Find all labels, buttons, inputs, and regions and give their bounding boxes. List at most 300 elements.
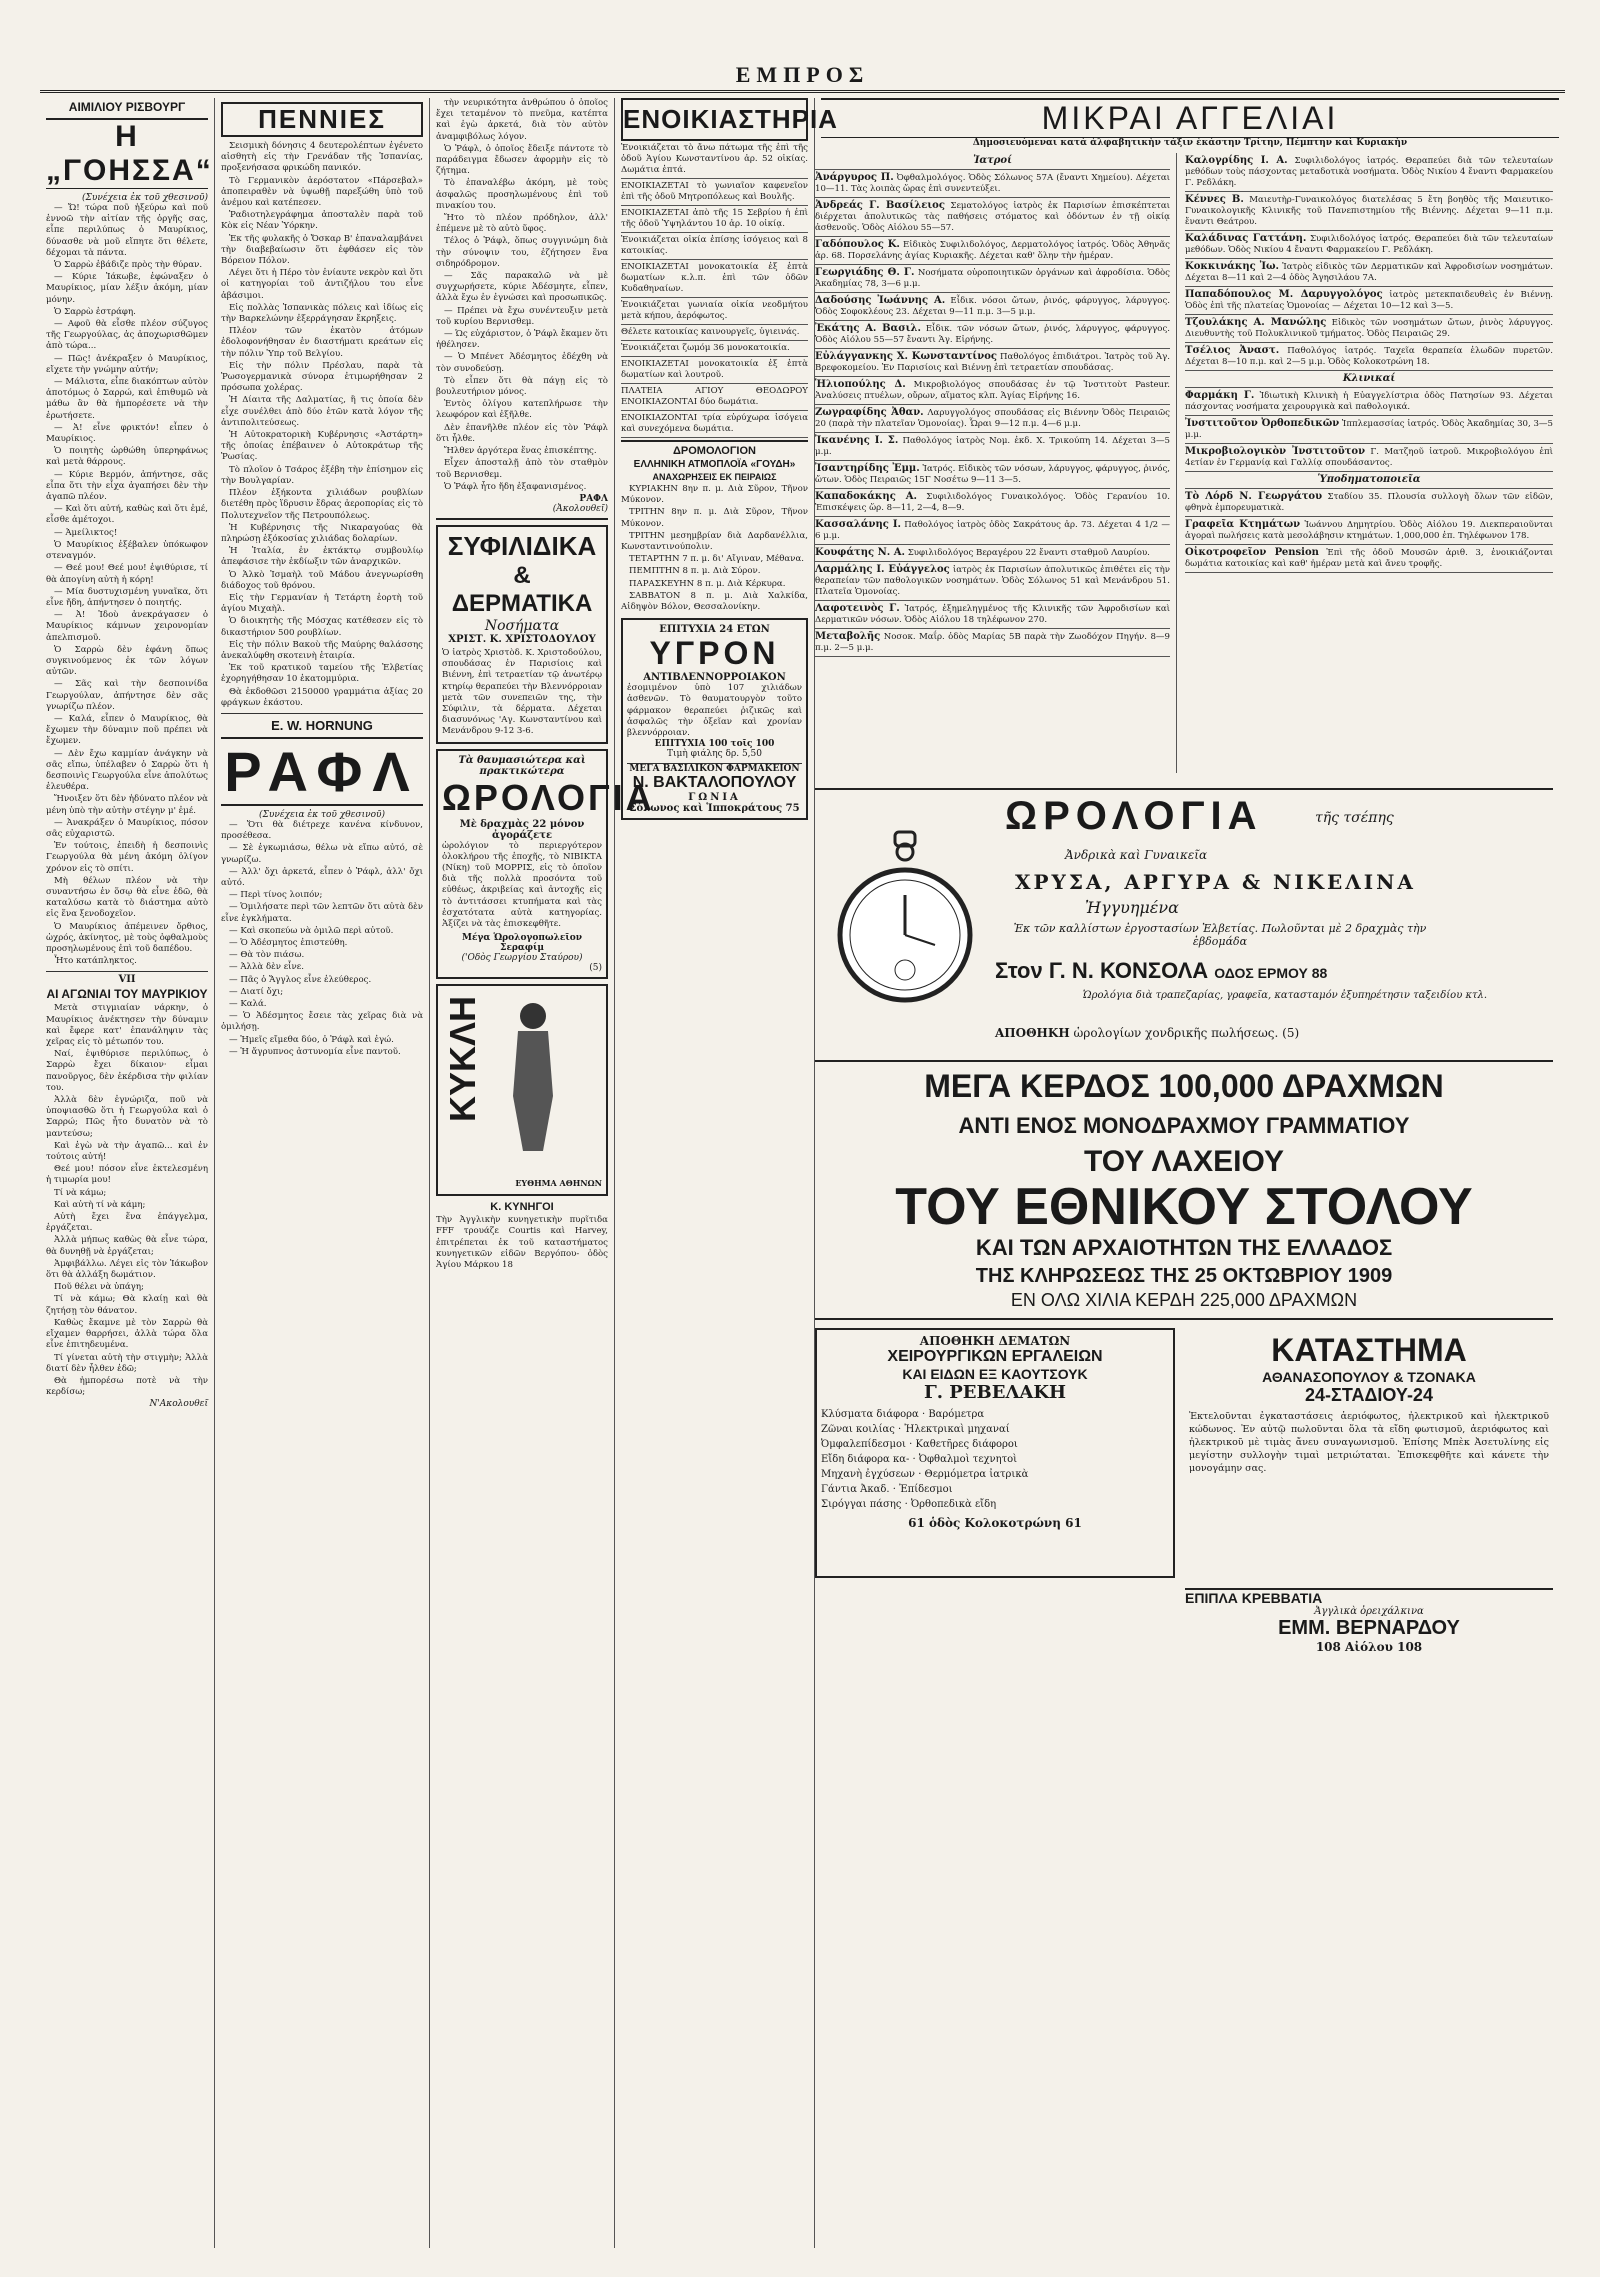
paragraph: τὴν νευρικότητα ἀνθρώπου ὁ ὁποῖος ἔχει τεταμένον τὸ πνεῦμα, κατέπτα καὶ ἐγὼ ἀρκετά, διὰ τὸν αὐτὸν ἀναμφιβόλως λόγον. bbox=[436, 98, 608, 142]
paragraph: — Αφοῦ θὰ εἶσθε πλέον σύζυγος τῆς Γεωργούλας, ἀς ἀποχωρισθῶμεν ἀπὸ τώρα... bbox=[46, 319, 208, 352]
classified-item bbox=[1185, 517, 1553, 545]
surg-item: Γάντια Ἀκαδ. · Ἐπίδεσμοι bbox=[821, 1484, 953, 1495]
classified-name: Γραφεῖα Κτημάτων bbox=[1185, 519, 1301, 530]
classified-name: Λαρμάλης Ι. Εὐάγγελος bbox=[815, 564, 950, 575]
itinerary-line: ΤΕΤΑΡΤΗΝ 7 π. μ. δι' Αἴγιναν, Μέθανα. bbox=[629, 554, 804, 565]
paragraph: — Ὁ Μπένετ Ἀδέσμητος ἐδέχθη νὰ τὸν συνοδεύσῃ. bbox=[436, 352, 608, 374]
news-item: Θὰ ἐκδοθῶσι 2150000 γραμμάτια ἀξίας 20 φράγκων ἑκάστου. bbox=[221, 686, 423, 708]
horo-store-prefix: Στον bbox=[995, 958, 1043, 983]
classified-text: Λαρυγγολόγος σπουδάσας εἰς Βιέννην Ὁδὸς Πειραιῶς 20 (παρὰ τὴν πλατεῖαν Ὁμονοίας). Ὧραι 9—12 π.μ. 4—6 μ.μ. bbox=[815, 408, 1170, 429]
syph-doctor: ΧΡΙΣΤ. Κ. ΧΡΙΣΤΟΔΟΥΛΟΥ bbox=[448, 633, 596, 645]
news-item: Ἡ Δίαιτα τῆς Δαλματίας, ἣ τις ὁποία δὲν εἶχε συνέλθει ἀπὸ δύο ἐτῶν κατὰ λόγον τῆς ἀντιπολιτεύσεως. bbox=[221, 395, 423, 428]
classified-name: Ζωγραφίδης Ἀθαν. bbox=[815, 407, 924, 418]
classified-item bbox=[815, 198, 1170, 237]
store-title: ΚΑΤΑΣΤΗΜΑ bbox=[1271, 1332, 1467, 1368]
classified-item bbox=[1185, 371, 1553, 388]
story-continued bbox=[436, 98, 608, 493]
classified-name: Ἰκανένης Ι. Σ. bbox=[815, 435, 899, 446]
classified-item bbox=[815, 237, 1170, 265]
rental-item: ΕΝΟΙΚΙΑΖΕΤΑΙ μονοκατοικία ἐξ ἑπτὰ δωματίων καὶ λουτροῦ. bbox=[621, 357, 808, 384]
news-item: Πλέον ἑξήκοντα χιλιάδων ρουβλίων διετέθη πρὸς ἵδρυσιν ἔδρας ἀεροπορίας εἰς τὸ Πολυτεχνεῖον τῆς Πετρουπόλεως. bbox=[221, 488, 423, 521]
bed-sub: Ἀγγλικὰ ὀρειχάλκινα bbox=[1314, 1606, 1424, 1617]
paragraph: — Μάλιστα, εἶπε διακόπτων αὐτὸν ἀποτόμως ὁ Σαρρώ, καὶ ἐπιθυμῶ νὰ μάθω ἂν θὰ ἠμπορέσετε νὰ τὴν ἐρωτήσετε. bbox=[46, 377, 208, 421]
surg-item: Εἴδη διάφορα κα- · Ὀφθαλμοὶ τεχνητοὶ bbox=[821, 1454, 1018, 1465]
horo-sub: Ἀνδρικὰ καὶ Γυναικεῖα bbox=[1065, 848, 1208, 862]
news-item: Εἰς τὴν πόλιν Βακοὺ τῆς Μαύρης θαλάσσης ἀνεκαλύφθη σκοτεινὴ ἑταιρία. bbox=[221, 639, 423, 661]
classified-text: Μαιευτὴρ-Γυναικολόγος διατελέσας 5 ἔτη βοηθὸς τῆς Μαιευτικο-Γυναικολογικῆς Κλινικῆς τοῦ Πανεπιστημίου τῆς Βιέννης. Δέχεται 9—11 π.μ. ἔναντι Θεάτρου. bbox=[1185, 195, 1554, 227]
rental-item: Ἐνοικιάζεται γωνιαία οἰκία νεοδμήτου μετὰ κήπου, ἀερόφωτος. bbox=[621, 298, 808, 325]
classified-item bbox=[815, 433, 1170, 461]
classified-text: Συφιλιδολόγος Γυναικολόγος. Ὁδὸς Γερανίου 10. Ἐπισκέψεις ὥρ. 8—11, 2—4, 8—9. bbox=[815, 492, 1170, 513]
lottery-line-6: ΤΗΣ ΚΛΗΡΩΣΕΩΣ ΤΗΣ 25 ΟΚΤΩΒΡΙΟΥ 1909 bbox=[975, 1265, 1393, 1287]
itinerary-line: ΚΥΡΙΑΚΗΝ 8ην π. μ. Διὰ Σῦρον, Τῆνον Μύκονον. bbox=[621, 484, 808, 506]
bed-address: 108 Αἰόλου 108 bbox=[1315, 1640, 1423, 1654]
paragraph: — Θεέ μου! Θεέ μου! ἐψιθύρισε, τί θὰ ἀπογίνη αὐτὴ ἡ κόρη! bbox=[46, 563, 208, 585]
classified-item bbox=[815, 405, 1170, 433]
classified-text: Γ. Ματζηοῦ ἰατροῦ. Μικροβιολόγου ἐπὶ 4ετίαν ἐν Γερμανίᾳ καὶ Γαλλίᾳ σπουδάσαντος. bbox=[1185, 447, 1554, 468]
paragraph: Ἐν τούτοις, ἐπειδὴ ἡ δεσποινὶς Γεωργούλα θὰ μένη ἀκόμη ὀλίγον χρόνον εἰς τὸ σπίτι. bbox=[46, 841, 208, 874]
paragraph: — Θὰ τὸν πιάσω. bbox=[229, 950, 305, 961]
rental-item: ΕΝΟΙΚΙΑΖΕΤΑΙ ἀπὸ τῆς 15 Σεβρίου ἡ ἐπὶ τῆς ὁδοῦ Ὑψηλάντου 10 ἀρ. 10 οἰκίᾳ. bbox=[621, 206, 808, 233]
classifieds-grid bbox=[815, 153, 1553, 773]
pharmacy-corner: ΓΩΝΙΑ bbox=[688, 792, 741, 804]
paragraph: Μετὰ στιγμιαίαν νάρκην, ὁ Μαυρίκιος ἀνέκτησεν τὴν δύναμιν καὶ ἔφερε κατ' ἐπανάληψιν τὰς χεῖρας εἰς τὸ μέτωπόν του. bbox=[46, 1003, 208, 1048]
ygron-head: ΕΠΙΤΥΧΙΑ 24 ΕΤΩΝ bbox=[659, 624, 770, 636]
serial-continues: Ν'Ακολουθεῖ bbox=[149, 1399, 208, 1410]
classified-text: Παθολόγος ἰατρός. Ταχεῖα θεραπεία ἑλωδῶν πυρετῶν. Δέχεται 8—10 π.μ. καὶ 2—5 μ.μ. Ὁδὸς Κολοκοτρώνη 18. bbox=[1185, 346, 1553, 367]
lottery-line-3: ΤΟΥ ΛΑΧΕΙΟΥ bbox=[1083, 1145, 1285, 1178]
classified-item bbox=[1185, 489, 1553, 517]
paragraph: — Καὶ σκοπεύω νὰ ὁμιλῶ περὶ αὐτοῦ. bbox=[229, 925, 394, 936]
ad-lottery bbox=[815, 1068, 1553, 1320]
paragraph: Αὐτὴ ἔχει ἕνα ἐπάγγελμα, ἐργάζεται. bbox=[46, 1212, 208, 1234]
classified-item bbox=[1185, 315, 1553, 343]
classified-item bbox=[1185, 192, 1553, 231]
paragraph: Ὁ Ῥάφλ ἦτο ἤδη ἐξαφανισμένος. bbox=[444, 481, 587, 492]
paragraph: — Ἡμεῖς εἴμεθα δύο, ὁ Ῥάφλ καὶ ἐγώ. bbox=[229, 1034, 394, 1045]
paragraph: — Σᾶς παρακαλῶ νὰ μὲ συγχωρήσετε, κύριε Ἀδέσμητε, εἶπεν, ἀλλὰ ἔχω ἐν ἐγνώσει καὶ προσωπικῶς. bbox=[436, 271, 608, 304]
classified-name: Τὸ Λόρδ Ν. Γεωργάτου bbox=[1185, 491, 1323, 502]
classified-name: Κασσαλάνης Ι. bbox=[815, 519, 902, 530]
chapter-number: VII bbox=[46, 971, 208, 985]
watch-text: ὡρολόγιον τὸ περιεργότερον ὁλοκλήρου τῆς ἐποχῆς, τὸ ΝΙΒΙΚΤΑ (Νίκη) τοῦ ΜΟΡΡΙΣ, εἰς τὸ ὁποῖον διὰ τῆς πολλὰ προσόντα τοῦ εὐθέως, ἀκριβείας καὶ ἀντοχῆς εἰς τὸ ἀντιτάσσει κτυπήματα καὶ τὰς ἐσχατότατα αὐτὰ κατηγορίας. Ἀξίζει νὰ τὰς ἐπισκεφθῆτε. bbox=[442, 840, 602, 929]
itinerary-company: ΕΛΛΗΝΙΚΗ ΑΤΜΟΠΛΟΪΑ «ΓΟΥΔΗ» bbox=[633, 459, 796, 470]
classifieds-subtitle: Δημοσιευόμεναι κατὰ ἀλφαβητικὴν τάξιν ἑκάστην Τρίτην, Πέμπτην καὶ Κυριακὴν bbox=[972, 138, 1408, 148]
paragraph: — Καὶ ὅτι αὐτή, καθὼς καὶ ὅτι ἐμέ, εἶσθε ἀμέτοχοι. bbox=[46, 504, 208, 526]
classified-item bbox=[1185, 472, 1553, 489]
ygron-bottle: Τιμὴ φιάλης δρ. 5,50 bbox=[666, 749, 762, 760]
classified-item bbox=[815, 170, 1170, 198]
paragraph: Ἀλλὰ μήπως καθὼς θὰ εἶνε τώρα, θὰ δυνηθῇ νὰ ἐργάζεται; bbox=[46, 1235, 208, 1257]
watch-address-2: ('Οδὸς Γεωργίου Σταύρου) bbox=[461, 953, 583, 964]
figure-illustration bbox=[498, 996, 568, 1156]
classified-name: Παπαδόπουλος Μ. Δαρυγγολόγος bbox=[1185, 289, 1383, 300]
ad-beds bbox=[1185, 1588, 1553, 1670]
classified-name: Γαδόπουλος Κ. bbox=[815, 239, 900, 250]
classified-name: Κουφάτης Ν. Α. bbox=[815, 547, 905, 558]
paragraph: — Διατί ὄχι; bbox=[229, 986, 284, 997]
surg-item: Κλύσματα διάφορα · Βαρόμετρα bbox=[821, 1409, 985, 1420]
classified-name: Ἀνδρεάς Γ. Βασίλειος bbox=[815, 200, 945, 211]
horo-depot-text: ὡρολογίων χονδρικῆς πωλήσεως. (5) bbox=[1073, 1026, 1300, 1040]
classified-item bbox=[1185, 287, 1553, 315]
paragraph: Ὁ Μαυρίκιος ἐξέβαλεν ὑπόκωφον στεναγμόν. bbox=[46, 539, 208, 562]
story-signature: ΡΑΦΛ bbox=[579, 493, 608, 504]
classified-text: ἰατρὸς ἐκ Παρισίων ἀπολυτικῶς ἐπιθέτει εἰς τὴν θεραπείαν τῶν παθολογικῶν νοσημάτων. Ὁδὸς Σόλωνος 51 καὶ Μενάνδρου 51. Πλατεῖα Ὁμονοίας. bbox=[815, 565, 1171, 597]
lottery-line-4: ΤΟΥ ΕΘΝΙΚΟΥ ΣΤΟΛΟΥ bbox=[895, 1178, 1473, 1236]
classified-name: Καλάδινας Γαττάνη. bbox=[1185, 233, 1307, 244]
classified-text: Συφιλιδολόγος ἰατρός. Θεραπεύει διὰ τῶν τελευταίων μεθόδων τοὺς πάσχοντας μεταδοτικὰ νοσήματα. Ὁδὸς Νικίου 4 ἔναντι Φαρμακείου Γ. Ρεδλάκη. bbox=[1185, 156, 1553, 188]
itinerary-line: ΣΑΒΒΑΤΟΝ 8 π. μ. Διὰ Χαλκίδα, Αἰδηψὸν Βόλον, Θεσσαλονίκην. bbox=[621, 590, 808, 613]
story-subtitle: (Συνέχεια ἐκ τοῦ χθεσινοῦ) bbox=[259, 809, 385, 820]
paragraph: Ὁ ποιητὴς ὠρθώθη ὑπερηφάνως καὶ μετὰ θάρρους. bbox=[46, 446, 208, 468]
watch-tag: (5) bbox=[589, 963, 602, 974]
paragraph: Τέλος ὁ Ῥάφλ, ὅπως συγγινώμη διὰ τὴν σύνοψιν του, ἐζήτησεν ἕνα σιδηρόδρομον. bbox=[436, 236, 608, 269]
classified-name: Δαδούσης Ἰωάννης Α. bbox=[815, 295, 946, 306]
watch-price: Μὲ δραχμὰς 22 μόνον ἀγοράζετε bbox=[459, 818, 585, 841]
ad-store bbox=[1185, 1328, 1553, 1578]
story-body bbox=[221, 820, 423, 1058]
rental-item: ΕΝΟΙΚΙΑΖΟΝΤΑΙ τρία εὐρύχωρα ἰσόγεια καὶ συνεχόμενα δωμάτια. bbox=[621, 411, 808, 438]
pharmacy-address: Σόλωνος καὶ Ἱπποκράτους 75 bbox=[629, 803, 800, 815]
paragraph: — Κύριε Βερμόν, ἀπήντησε, σᾶς εἶπα ὅτι τὴν εἶχα ἀγαπήσει δὲν τὴν ἀγαπῶ πλέον. bbox=[46, 469, 208, 503]
news-item: Εἰς τὴν πόλιν Πρέσλαυ, παρὰ τὰ Ῥωσογερμανικὰ σύνορα ἐτιμωρήθησαν 2 πρόσωπα χολέρας. bbox=[221, 360, 423, 394]
classified-item bbox=[1185, 388, 1553, 416]
paragraph: Ἦτο κατάπληκτος. bbox=[54, 956, 137, 967]
horo-depot bbox=[995, 1026, 1299, 1040]
classified-text: Ἰδιωτικὴ Κλινικὴ ἡ Εὐαγγελίστρια ὁδὸς Πατησίων 93. Δέχεται πάσχοντας νοσήματα χειρουργικὰ καὶ παθολογικά. bbox=[1185, 391, 1553, 412]
paragraph: — Πῶς! ἀνέκραξεν ὁ Μαυρίκιος, εἴχετε τὴν γνώμην αὐτήν; bbox=[46, 353, 208, 375]
paragraph: — Καλά, εἶπεν ὁ Μαυρίκιος, θὰ ἔχωμεν τὴν δύναμιν ποῦ πρέπει νὰ ἔχωμεν. bbox=[46, 713, 208, 747]
kyki-title: ΚΥΚΛΗ bbox=[442, 996, 483, 1123]
surg-address: 61 ὁδὸς Κολοκοτρώνη 61 bbox=[908, 1516, 1082, 1530]
classified-name: Μεταβολῆς bbox=[815, 631, 881, 642]
paragraph: Ἀλλὰ δὲν ἐγνώριζα, ποῦ νὰ ὑποψιασθῶ ὅτι ἡ Γεωργούλα καὶ ὁ Σαρρώ; Πῶς ἦτο δυνατὸν νὰ τὸ μαντεύσω; bbox=[46, 1095, 208, 1139]
classified-item bbox=[1185, 259, 1553, 287]
classified-name: Καπαδοκάκης Α. bbox=[815, 491, 918, 502]
paragraph: Δὲν ἐπανῆλθε πλέον εἰς τὸν Ῥάφλ ὅτι ἦλθε. bbox=[436, 422, 608, 444]
hunters-title: Κ. ΚΥΝΗΓΟΙ bbox=[490, 1201, 554, 1214]
paragraph: — Δὲν ἔχω καμμίαν ἀνάγκην νὰ σᾶς εἴπω, ὑπέλαβεν ὁ Σαρρὼ ὅτι ἡ δεσποινὶς Γεωργούλα εἶνε ἀπολύτως ἐλευθέρα. bbox=[46, 748, 208, 793]
paragraph: — Καλά. bbox=[229, 999, 267, 1009]
classified-item bbox=[1185, 343, 1553, 371]
paragraph: — Κύριε Ἰάκωβε, ἐφώναξεν ὁ Μαυρίκιος, μίαν λέξιν ἀκόμη, μίαν μόνην. bbox=[46, 272, 208, 305]
rental-item: ΕΝΟΙΚΙΑΖΕΤΑΙ μονοκατοικία ἐξ ἑπτὰ δωματίων κ.λ.π. ἐπὶ τῶν ὁδῶν Κυδαθηναίων. bbox=[621, 260, 808, 298]
paragraph: Τί νὰ κάμω; Θὰ κλαίῃ καὶ θὰ ζητήσῃ τὸν θάνατον. bbox=[46, 1294, 208, 1316]
paragraph: Ποῦ θέλει νὰ ὑπάγη; bbox=[54, 1282, 144, 1293]
horo-title-2: τῆς τσέπης bbox=[1315, 810, 1394, 826]
classified-text: Εἶδικ. νόσοι ὤτων, ῥινός, φάρυγγος, λάρυγγος. Ὁδὸς Σοφοκλέους 23. Δέχεται 9—11 π.μ. 3—5 μ.μ. bbox=[815, 296, 1170, 317]
classified-text: Μικροβιολόγος σπουδάσας ἐν τῷ Ἰνστιτοὺτ Pasteur. Ἀναλύσεις πτυέλων, οὔρων, αἵματος κλπ. Ἁγίας Εἰρήνης 16. bbox=[815, 380, 1170, 401]
classified-text: Παθολόγος ἰατρὸς ὁδὸς Σακράτους ἀρ. 73. Δέχεται 4 1/2 — 6 μ.μ. bbox=[815, 520, 1170, 541]
horo-street: ΟΔΟΣ ΕΡΜΟΥ 88 bbox=[1214, 965, 1328, 981]
classified-item bbox=[815, 321, 1170, 349]
classified-name: Καλογρίδης Ι. Α. bbox=[1185, 155, 1288, 166]
paragraph: — Ἀμείλικτος! bbox=[54, 527, 118, 538]
paragraph: Θεέ μου! πόσον εἶνε ἐκτελεσμένη ἡ τιμωρία μου! bbox=[46, 1164, 208, 1186]
horo-store-name: Γ. Ν. ΚΟΝΣΟΛΑ bbox=[1048, 958, 1209, 983]
itinerary-title: ΔΡΟΜΟΛΟΓΙΟΝ bbox=[621, 440, 808, 457]
paragraph: Τὸ εἶπεν ὅτι θὰ πάγῃ εἰς τὸ βουλευτήριον μόνος. bbox=[436, 375, 608, 398]
news-item: Εἰς τὴν Γερμανίαν ἡ Τετάρτη ἑορτὴ τοῦ ἁγίου Μιχαὴλ. bbox=[221, 592, 423, 615]
classified-text: Ἱππλεμασσίας ἰατρός. Ὁδὸς Ἀκαδημίας 30, 3—5 μ.μ. bbox=[1185, 419, 1553, 440]
surg-items bbox=[821, 1407, 1169, 1512]
column-classifieds bbox=[815, 98, 1565, 2248]
classified-text: ἰατρὸς μετεκπαιδευθεὶς ἐν Βιέννῃ. Ὁδὸς ἐπὶ τῆς πλατείας Ὁμονοίας — Δέχεται 10—12 καὶ 3—5. bbox=[1185, 290, 1553, 311]
classified-name: Κοκκινάκης Ἰω. bbox=[1185, 261, 1279, 272]
classified-name: Ἀνάργυρος Π. bbox=[815, 172, 894, 183]
classified-name: Ἰσαντηρίδης Ἐμμ. bbox=[815, 463, 920, 474]
news-item: Τὸ πλοῖον ὁ Τσάρος ἐξέβη τὴν ἐπίσημον εἰς τὴν Βουλγαρίαν. bbox=[221, 464, 423, 486]
paragraph: — Πᾶς ὁ Ἄγγλος εἶνε ἐλεύθερος. bbox=[229, 974, 372, 985]
classified-item bbox=[815, 629, 1170, 657]
column-rentals bbox=[615, 98, 838, 2248]
classified-item bbox=[815, 461, 1170, 489]
classified-item bbox=[815, 489, 1170, 517]
story-title: ΡΑΦΛ bbox=[221, 737, 423, 806]
rental-item: ΕΝΟΙΚΙΑΖΕΤΑΙ τὸ γωνιαῖον καφενεῖον ἐπὶ τῆς ὁδοῦ Μητροπόλεως καὶ Βουλῆς. bbox=[621, 179, 808, 206]
rentals-list bbox=[621, 141, 808, 438]
classified-name: Εὐλάγγανκης Χ. Κωνσταντίνος bbox=[815, 351, 997, 362]
classified-text: Νοσοκ. Μαΐρ. ὁδὸς Μαρίας 5Β παρὰ τὴν Ζωοδόχον Πηγήν. 8—9 π.μ. 2—5 μ.μ. bbox=[815, 632, 1170, 653]
ygron-success: ΕΠΙΤΥΧΙΑ 100 τοῖς 100 bbox=[654, 739, 775, 750]
classified-text: Εἶδικ. τῶν νόσων ὤτων, ῥινός, λάρυγγος, φάρυγγος. Ὁδὸς Αἰόλου 55—57 ἔναντι Ἁγ. Εἰρήνης. bbox=[815, 324, 1170, 345]
paragraph: — Ὤ! τώρα ποῦ ἠξεύρω καὶ ποῦ ἐννοῶ τὴν αἰτίαν τῆς ὀργῆς σας, εἶπε περιλύπως ὁ Μαυρίκιος, δύνασθε νὰ μοῦ εἴπητε ὅτι θέλετε, δέχομαι τὰ πάντα. bbox=[46, 203, 208, 258]
classified-item bbox=[815, 153, 1170, 170]
horo-text: Ἐκ τῶν καλλίστων ἐργοστασίων Ἑλβετίας. Πωλοῦνται μὲ 2 δραχμὰς τὴν ἑβδομάδα bbox=[1013, 922, 1427, 948]
classified-item bbox=[1185, 545, 1553, 573]
story-follows: (Ἀκολουθεῖ) bbox=[552, 503, 608, 514]
classified-text: Ἰατρὸς εἰδικὸς τῶν Δερματικῶν καὶ Ἀφροδισίων νοσημάτων. Δέχεται 8—11 καὶ 2—4 ὁδὸς Ἀγησιλάου 7Α. bbox=[1185, 262, 1554, 283]
classified-item bbox=[815, 517, 1170, 545]
classifieds-left bbox=[815, 153, 1177, 773]
syph-text: Ὁ ἰατρὸς Χριστὸδ. Κ. Χριστοδούλου, σπουδάσας ἐν Παρισίοις καὶ Βιέννη, ἐπὶ τετραετίαν τῷ ἀνωτέρῳ κτηρίῳ θεραπεύει τὴν Βλεννόρροιαν μετὰ τῶν συνεπειῶν της, τὴν Σύφιλιν, τὰ δέρματα. Δέχεται διασυνόνως 'Αγ. Κωνσταντίνου καὶ Μενάνδρου 9-12 3-6. bbox=[442, 647, 602, 737]
classifieds-title: ΜΙΚΡΑΙ ΑΓΓΕΛΙΑΙ bbox=[821, 98, 1559, 138]
classified-text: Σταδίου 35. Πλουσία συλλογὴ ὅλων τῶν εἰδῶν, φθηνὰ ἐμπορευματικὰ. bbox=[1185, 492, 1553, 513]
classified-text: Παθολόγος ἰατρὸς Νομ. ἐκδ. Χ. Τρικούπη 14. Δέχεται 3—5 μ.μ. bbox=[815, 436, 1170, 457]
itinerary-line: ΤΡΙΤΗΝ μεσημβρίαν διὰ Δαρδανέλλια, Κωνσταντινούπολιν. bbox=[621, 530, 808, 553]
ad-surgical bbox=[815, 1328, 1175, 1578]
paragraph: — Ἀνακράξεν ὁ Μαυρίκιος, πόσον σᾶς εὐχαριστῶ. bbox=[46, 817, 208, 839]
classified-text: Εἰδικὸς τῶν νοσημάτων ὤτων, ῥινὸς λάρυγγος. Διευθυντὴς τοῦ Πολυκλινικοῦ τμήματος. Ὁδὸς Πειραιῶς 29. bbox=[1185, 318, 1553, 339]
ygron-title: ΥΓΡΟΝ bbox=[649, 635, 780, 672]
surg-item: Μηχανὴ ἐγχύσεων · Θερμόμετρα ἰατρικὰ bbox=[821, 1469, 1029, 1480]
classified-text: Νοσήματα οὐροποιητικῶν ὀργάνων καὶ ἀφροδίσια. Ὁδὸς Ἀκαδημίας 78, 3—6 μ.μ. bbox=[815, 268, 1170, 289]
lottery-line-7: ΕΝ ΟΛΩ ΧΙΛΙΑ ΚΕΡΔΗ 225,000 ΔΡΑΧΜΩΝ bbox=[1010, 1290, 1358, 1310]
paragraph: Ἤνοιξεν ὅτι δὲν ἠδύνατο πλέον νὰ μένη ὑπὸ τὴν αὐτὴν στέγην μ' ἐμέ. bbox=[46, 794, 208, 816]
bed-name: ΕΜΜ. ΒΕΡΝΑΡΔΟΥ bbox=[1278, 1617, 1460, 1639]
news-item: Ῥαδιοτηλεγράφημα ἀποσταλὲν παρὰ τοῦ Κὸκ εἰς Νέαν Ὑόρκην. bbox=[221, 210, 423, 232]
classified-text: Παθολόγος ἐπιδιάτροι. Ἰατρὸς τοῦ Ἀγ. Βρεφοκομείου. Ἐν Παρισίοις καὶ Βιέννῃ ἐπὶ τετραετίαν σπουδάσας. bbox=[815, 352, 1170, 373]
itinerary-line: ΠΑΡΑΣΚΕΥΗΝ 8 π. μ. Διὰ Κέρκυρα. bbox=[629, 578, 786, 589]
classified-name: Φαρμάκη Γ. bbox=[1185, 390, 1255, 401]
news-item: Ἡ Ἰταλία, ἐν ἐκτάκτῳ συμβουλίῳ ἀπεφάσισε τὴν ἐκδίωξιν τῶν ἀναρχικῶν. bbox=[221, 546, 423, 568]
pharmacy-name: Ν. ΒΑΚΤΑΛΟΠΟΥΛΟΥ bbox=[632, 774, 797, 792]
paragraph: — Ὅτι θὰ διέτρεχε κανένα κίνδυνον, προσέθεσα. bbox=[221, 819, 423, 842]
classified-item bbox=[1185, 416, 1553, 444]
classified-item bbox=[1185, 444, 1553, 472]
paragraph: Ὁ Σαρρὼ ἐστράφη. bbox=[54, 306, 136, 317]
classified-name: Ἡλιοπούλης Δ. bbox=[815, 379, 906, 390]
paragraph: — Περὶ τίνος λοιπόν; bbox=[229, 890, 323, 901]
classified-item bbox=[815, 377, 1170, 405]
column-news bbox=[215, 98, 430, 2248]
masthead-title: ΕΜΠΡΟΣ bbox=[735, 62, 870, 87]
news-item: Ἐκ τοῦ κρατικοῦ ταμείου τῆς Ἑλβετίας ἐχορηγήθησαν 10 ἑκατομμύρια. bbox=[221, 663, 423, 685]
classified-text: Ἰατρός, ἐξημεληγμένος τῆς Κλινικῆς τῶν Ἀφροδισίων καὶ Δερματικῶν νόσων. Ὁδὸς Αἰόλου 18 τηλέφωνον 270. bbox=[815, 604, 1170, 625]
rental-item: Ἐνοικιάζεται ζωμόμ 36 μονοκατοικία. bbox=[621, 341, 808, 357]
rental-item: Θέλετε κατοικίας καινουργεῖς, ὑγιεινάς. bbox=[621, 325, 808, 341]
serial-title: Η „ΓΟΗΣΣΑ“ bbox=[46, 120, 213, 187]
itinerary-line: ΠΕΜΠΤΗΝ 8 π. μ. Διὰ Σύρον. bbox=[629, 566, 761, 577]
paragraph: Ναί, ἐψιθύρισε περιλύπως, ὁ Σαρρὼ ἔχει δίκαιον· εἶμαι πανοῦργος, δὲν ἐκέρδισα τὴν φιλίαν του. bbox=[46, 1049, 208, 1093]
paragraph: Εἶχεν ἀποσταλῇ ἀπὸ τὸν σταθμὸν τοῦ Βερνισθεμ. bbox=[436, 458, 608, 480]
classified-item bbox=[815, 545, 1170, 562]
classified-name: Τσέλιος Ἀναστ. bbox=[1185, 345, 1280, 356]
news-item: Τὸ Γερμανικὸν ἀερόστατον «Πάρσεβαλ» ἀποπειραθὲν νὰ ὑψωθῇ παρεξώθη ὑπὸ τοῦ ἀνέμου καὶ κατέπεσεν. bbox=[221, 175, 423, 209]
chapter-title: ΑΙ ΑΓΩΝΙΑΙ ΤΟΥ ΜΑΥΡΙΚΙΟΥ bbox=[46, 987, 208, 1002]
ad-watches bbox=[436, 749, 655, 980]
pocket-watch-icon bbox=[835, 830, 975, 1020]
column-serial-goissa bbox=[40, 98, 215, 2248]
classified-item bbox=[815, 293, 1170, 321]
paragraph: Ὁ Μαυρίκιος ἀπέμεινεν ὄρθιος, ὠχρός, ἀκίνητος, μὲ τοὺς ὀφθαλμοὺς προσηλωμένους ἐπὶ τοῦ δαπέδου. bbox=[46, 921, 208, 954]
paragraph: — Ἀλλ' ὄχι ἀρκετά, εἶπεν ὁ Ῥάφλ, ἀλλ' ὄχι αὐτό. bbox=[221, 866, 423, 888]
classified-item bbox=[815, 562, 1170, 601]
watch-head: Τὰ θαυμασιώτερα καὶ πρακτικώτερα bbox=[458, 754, 586, 777]
classified-text: Συφιλιδολόγος ἰατρός. Θεραπεύει διὰ τῶν τελευταίων μεθόδων. Ὁδὸς Νικίου 4 ἔναντι Φαρμακείου Γ. Ρεδλάκη. bbox=[1185, 234, 1553, 255]
paragraph: Ἤτο τὸ πλέον πρόδηλον, ἀλλ' ἐπέμενε μὲ τὸ αὐτὸ ὕφος. bbox=[436, 213, 608, 235]
paragraph: Ἤλθεν ἀργότερα ἕνας ἐπισκέπτης. bbox=[444, 446, 597, 457]
paragraph: — Ὁ Ἀδέσμητος ἔσειε τὰς χεῖρας διὰ νὰ ὁμιλήσῃ. bbox=[221, 1011, 423, 1033]
news-body bbox=[221, 141, 423, 709]
paragraph: Θὰ ἠμπορέσω ποτὲ νὰ τὴν κερδίσω; bbox=[46, 1375, 208, 1398]
store-text: Ἐκτελοῦνται ἐγκαταστάσεις ἀεριόφωτος, ἠλεκτρικοῦ καὶ ἠλεκτρικοῦ κώδωνος. Ἐν αὐτῷ πωλοῦνται ὅλα τὰ εἴδη φωτισμοῦ, ἀεριόφωτος καὶ ἠλεκτρικοῦ μὲ τιμὰς ἄνευ συναγωνισμοῦ. Ἐπίσης Μπὲκ Ἀσετυλίνης εἰς μεγίστην συλλογὴν τιμαὶ μετριώταται. Ἐπισκεφθῆτε καὶ κάνετε τὴν μονογάμην σας. bbox=[1189, 1411, 1549, 1474]
paragraph: Καὶ αὐτὴ τί νὰ κάμη; bbox=[54, 1199, 146, 1210]
paragraph: Ἀμφιβάλλω. Λέγει εἰς τὸν Ἰάκωβον ὅτι θὰ ἀλλάξη δωμάτιον. bbox=[46, 1258, 208, 1281]
classified-name: Ἰνστιτοῦτον Ὀρθοπεδικῶν bbox=[1185, 418, 1340, 429]
horo-guarantee: Ἠγγυημένα bbox=[1085, 898, 1179, 917]
horo-store bbox=[995, 958, 1327, 984]
horo-depot-label: ΑΠΟΘΗΚΗ bbox=[995, 1026, 1070, 1040]
classified-text: Συφιλιδολόγος Βεραγέρου 22 ἔναντι σταθμοῦ Λαυρίου. bbox=[904, 548, 1150, 558]
ad-kyki bbox=[436, 984, 608, 1196]
itinerary-lines bbox=[621, 484, 808, 613]
paragraph: — Ὁμιλήσατε περὶ τῶν λεπτῶν ὅτι αὐτὰ δὲν εἶνε ἐγκλήματα. bbox=[221, 902, 423, 924]
classified-name: Γεωργιάδης Θ. Γ. bbox=[815, 267, 915, 278]
paragraph: Ὁ Ῥάφλ, ὁ ὁποῖος ἔδειξε πάντοτε τὸ παράδειγμα ἔδωσεν ἀφορμὴν εἰς τὸ ζήτημα. bbox=[436, 143, 608, 177]
horo-title: ΩΡΟΛΟΓΙΑ bbox=[1005, 794, 1263, 838]
serial-subtitle: (Συνέχεια ἐκ τοῦ χθεσινοῦ) bbox=[82, 193, 208, 203]
itinerary-line: ΤΡΙΤΗΝ 8ην π. μ. Διὰ Σῦρον, Τῆνον Μύκονον. bbox=[621, 507, 808, 529]
serial-author: ΑΙΜΙΛΙΟΥ ΡΙΣΒΟΥΡΓ bbox=[68, 100, 186, 114]
surg-item: Ζῶναι κοιλίας · Ἠλεκτρικαὶ μηχαναί bbox=[821, 1424, 1010, 1435]
lottery-line-2: ΑΝΤΙ ΕΝΟΣ ΜΟΝΟΔΡΑΧΜΟΥ ΓΡΑΜΜΑΤΙΟΥ bbox=[958, 1113, 1410, 1138]
classified-text: Εἰδικὸς Συφιλιδολόγος, Δερματολόγος ἰατρός. Ὁδὸς Ἀθηνᾶς ἀρ. 68. Πορσελάνης ἁγίας Κυριακῆς. Δέχεται καθ' ὅλην τὴν ἡμέραν. bbox=[815, 240, 1170, 261]
news-title: ΠΕΝΝΙΕΣ bbox=[221, 102, 423, 137]
paragraph: Τί γίνεται αὐτὴ τὴν στιγμὴν; Ἀλλὰ διατί δὲν ἦλθεν ἐδῶ; bbox=[46, 1352, 208, 1374]
classified-item bbox=[815, 265, 1170, 293]
paragraph: Ἐντὸς ὀλίγου κατεπλήρωσε τὴν λεωφόρον καὶ ἐξῆλθε. bbox=[436, 399, 608, 421]
classified-text: Ἰωάννου Δημητρίου. Ὁδὸς Αἰόλου 19. Διεκπεραιοῦνται ἀγοραὶ πωλήσεις κατὰ μεσολάβησιν κτημάτων. 1,000,000 ἐπ. Τηλέφωνον 178. bbox=[1185, 520, 1553, 541]
news-item: Λέγει ὅτι ἡ Πέρο τὸν ἐνίαυτε νεκρὸν καὶ ὅτι οἱ κατηγορίαι τοῦ ἀντιζήλου του εἶνε ἀβάσιμοι. bbox=[221, 268, 423, 301]
store-address: 24-ΣΤΑΔΙΟΥ-24 bbox=[1305, 1385, 1433, 1405]
classified-name: Ὑποδηματοποιεῖα bbox=[1317, 474, 1421, 485]
watch-title: ΩΡΟΛΟΓΙΑ bbox=[442, 776, 655, 818]
surg-title: ΧΕΙΡΟΥΡΓΙΚΩΝ ΕΡΓΑΛΕΙΩΝ bbox=[887, 1348, 1103, 1365]
paragraph: Καθὼς ἔκαμνε μὲ τὸν Σαρρὼ θὰ εἴχαμεν θαρρήσει, ἀλλὰ τώρα ὅλα εἶνε ἐπιτηδευμένα. bbox=[46, 1317, 208, 1351]
paragraph: — Ὡς εὐχάριστον, ὁ Ῥάφλ ἔκαμεν ὅτι ἠθέλησεν. bbox=[436, 329, 608, 351]
hunters-text: Τὴν Ἀγγλικὴν κυνηγετικὴν πυρῖτιδα FFF τρουάζε Courtis καὶ Harvey, ἐπιτρέπεται ἐκ τοῦ καταστήματος κυνηγετικῶν εἰδῶν Βεργόπου- ὁδὸς Ἁγίου Μάρκου 18 bbox=[436, 1215, 608, 1270]
news-item: Ὁ διοικητὴς τῆς Μόσχας κατέθεσεν εἰς τὸ δικαστήριον 500 ρουβλίων. bbox=[221, 616, 423, 638]
pharmacy-head: ΜΕΓΑ ΒΑΣΙΛΙΚΟΝ ΦΑΡΜΑΚΕΙΟΝ bbox=[627, 763, 802, 774]
paragraph: — Ἀλλὰ δὲν εἶνε. bbox=[229, 962, 304, 973]
news-item: Ἡ Κυβέρνησις τῆς Νικαραγούας θὰ πληρώσῃ ἐξόκοσίας χιλιάδας δολαρίων. bbox=[221, 522, 423, 544]
rentals-title: ΕΝΟΙΚΙΑΣΤΗΡΙΑ bbox=[621, 98, 808, 141]
classified-text: Ἰατρός. Εἰδικὸς τῶν νόσων, λάρυγγος, φάρυγγος, ῥινός, ὤτων. Ὁδὸς Πειραιῶς 15Γ Νοσέτω 9—11 3—5. bbox=[815, 464, 1170, 485]
classified-item bbox=[1185, 153, 1553, 192]
surg-title-2: ΚΑΙ ΕΙΔΩΝ ΕΞ ΚΑΟΥΤΣΟΥΚ bbox=[902, 1366, 1088, 1382]
classified-text: Ὀφθαλμολόγος. Ὁδὸς Σόλωνος 57Α (ἔναντι Χημείου). Δέχεται 10—11. Τὰς λοιπὰς ὥρας ἐπὶ συνεντεύξει. bbox=[815, 173, 1170, 194]
ygron-text: ἐσομιμένον ὑπὸ 107 χιλιάδων ἀσθενῶν. Τὸ θαυματουργὸν τοῦτο φάρμακον θεραπεύει ῥιζικῶς καὶ ἀσφαλῶς τὴν ὀξεῖαν καὶ χρονίαν βλεννόρροιαν. bbox=[627, 683, 802, 739]
classified-name: Τζουλάκης Α. Μανώλης bbox=[1185, 317, 1327, 328]
paragraph: Τὸ ἐπαναλέβω ἀκόμη, μὲ τοὺς ἀσφαλῶς προσηλωμένους ἐπὶ τοῦ πινακίου του. bbox=[436, 178, 608, 211]
kyki-sub: ΕΥΘΗΜΑ ΑΘΗΝΩΝ bbox=[515, 1178, 602, 1189]
paragraph: Ὁ Σαρρὼ ἐβάδιζε πρὸς τὴν θύραν. bbox=[54, 260, 203, 271]
classified-text: Σεματολόγος ἰατρὸς ἐκ Παρισίων ἐπισκέπτεται διέρχεται ἀπολυτικῶς τὰς παθήσεις στόματος καὶ ὀδόντων ἐν τῇ οἰκίᾳ ἀσθενοῦς. Ὁδὸς Αἰόλου 55—57. bbox=[815, 201, 1170, 233]
classifieds-right bbox=[1185, 153, 1553, 773]
paragraph: Ὁ Σαρρὼ δὲν ἐφάνη ὅπως συγκινούμενος ἐκ τῶν λόγων αὐτῶν. bbox=[46, 644, 208, 678]
classified-name: Ἰατροί bbox=[973, 155, 1012, 166]
paragraph: — Μία δυστυχισμένη γυναῖκα, ὅτι εἶνε ἤδη, ἀπήντησεν ὁ ποιητής. bbox=[46, 586, 208, 608]
paragraph: — Ὁ Ἀδέσμητος ἐπιστεύθη. bbox=[229, 937, 348, 948]
classified-item bbox=[1185, 231, 1553, 259]
surg-name: Γ. ΡΕΒΕΛΑΚΗ bbox=[923, 1382, 1067, 1403]
news-item: Εἰς πολλὰς Ἱσπανικὰς πόλεις καὶ ἰδίως εἰς τὴν Βαρκελώνην ἐξερράγησαν ἔκρηξεις. bbox=[221, 302, 423, 325]
serial-body bbox=[46, 203, 208, 967]
paragraph: — Πρέπει νὰ ἔχω συνέντευξιν μετὰ τοῦ κυρίου Βερνισθεμ. bbox=[436, 305, 608, 327]
paragraph: — Ἀ! εἶνε φρικτόν! εἶπεν ὁ Μαυρίκιος. bbox=[46, 422, 208, 445]
classified-name: Ἐκάτης Α. Βασιλ. bbox=[815, 323, 921, 334]
classified-item bbox=[815, 601, 1170, 629]
classified-name: Οἰκοτροφεῖον Pension bbox=[1185, 547, 1319, 558]
news-item: Πλέον τῶν ἑκατὸν ἀτόμων ἐδολοφονήθησαν ἐν διαστήματι κρεάτων εἰς τὴν πόλιν Ὑπρ τοῦ Βελγίου. bbox=[221, 326, 423, 359]
syph-sub: Νοσήματα bbox=[484, 617, 560, 634]
watch-address: Μέγα Ὡρολογοπωλεῖον Σεραφίμ bbox=[462, 933, 582, 954]
masthead bbox=[40, 60, 1565, 93]
serial-body-2 bbox=[46, 1003, 208, 1398]
paragraph: — Ἀ! Ἰδοὺ ἀνεκράγασεν ὁ Μαυρίκιος κάμνων χειρονομίαν ἀπελπισμοῦ. bbox=[46, 610, 208, 643]
store-name: ΑΘΑΝΑΣΟΠΟΥΛΟΥ & ΤΖΟΝΑΚΑ bbox=[1262, 1369, 1476, 1385]
rental-item: ΠΛΑΤΕΙΑ ΑΓΙΟΥ ΘΕΟΔΩΡΟΥ ΕΝΟΙΚΙΑΖΟΝΤΑΙ δύο δωμάτια. bbox=[621, 384, 808, 411]
news-item: Ἡ Αὐτοκρατορικὴ Κυβέρνησις «Ἀστάρτη» τῆς ὁποίας ἐπέβαινεν ὁ Αὐτοκράτωρ τῆς Ῥωσίας. bbox=[221, 430, 423, 463]
classified-name: Κλινικαί bbox=[1342, 373, 1396, 384]
ygron-sub: ΑΝΤΙΒΛΕΝΝΟΡΡΟΙΑΚΟΝ bbox=[643, 672, 786, 684]
classified-text: Ἐπὶ τῆς ὁδοῦ Μουσῶν ἀριθ. 3, ἐνοικιάζονται δωμάτια κατοικίας καὶ καθ' ἡμέραν μετὰ καὶ ἄνευ τροφῆς. bbox=[1185, 548, 1554, 569]
news-item: Ἐκ τῆς φυλακῆς ὁ Ὄσκαρ Β' ἐπαναλαμβάνει τὴν διαβεβαίωσιν ὅτι ἐφθάσεν εἰς τὸν Βόρειον Πόλον. bbox=[221, 233, 423, 267]
bed-title: ΕΠΙΠΛΑ ΚΡΕΒΒΑΤΙΑ bbox=[1185, 1590, 1323, 1606]
paragraph: Μὴ θέλων πλέον νὰ τὴν συναντήσω ἐν ὅσῳ θὰ εἶνε ἐδῶ, θὰ καταλύσω κατὰ τὸ διάστημα αὐτὸ εἰς ἕνα ξενοδοχεῖον. bbox=[46, 875, 208, 920]
classified-name: Λαφοτεινὸς Γ. bbox=[815, 603, 900, 614]
paragraph: — Σᾶς καὶ τὴν δεσποινίδα Γεωργούλαν, ἀπήντησε δὲν σᾶς γνωρίζω πλέον. bbox=[46, 679, 208, 712]
horo-store-sub: Ὡρολόγια διὰ τραπεζαρίας, γραφεῖα, κατασταμόν ἐξυπηρέτησιν ταξειδίου κτλ. bbox=[1082, 990, 1488, 1001]
lottery-line-5: ΚΑΙ ΤΩΝ ΑΡΧΑΙΟΤΗΤΩΝ ΤΗΣ ΕΛΛΑΔΟΣ bbox=[975, 1235, 1393, 1260]
ad-syphilis bbox=[436, 525, 608, 744]
classified-item bbox=[815, 349, 1170, 377]
rental-item: Ἐνοικιάζεται οἰκία ἐπίσης ἰσόγειος καὶ 8 κατοικίας. bbox=[621, 233, 808, 260]
rental-item: Ἐνοικιάζεται τὸ ἄνω πάτωμα τῆς ἐπὶ τῆς ὁδοῦ Ἁγίου Κωνσταντίνου ἀρ. 52 οἰκίας. Δωμάτια ἑπτά. bbox=[621, 141, 808, 179]
lottery-line-1: ΜΕΓΑ ΚΕΡΔΟΣ 100,000 ΔΡΑΧΜΩΝ bbox=[924, 1068, 1444, 1104]
